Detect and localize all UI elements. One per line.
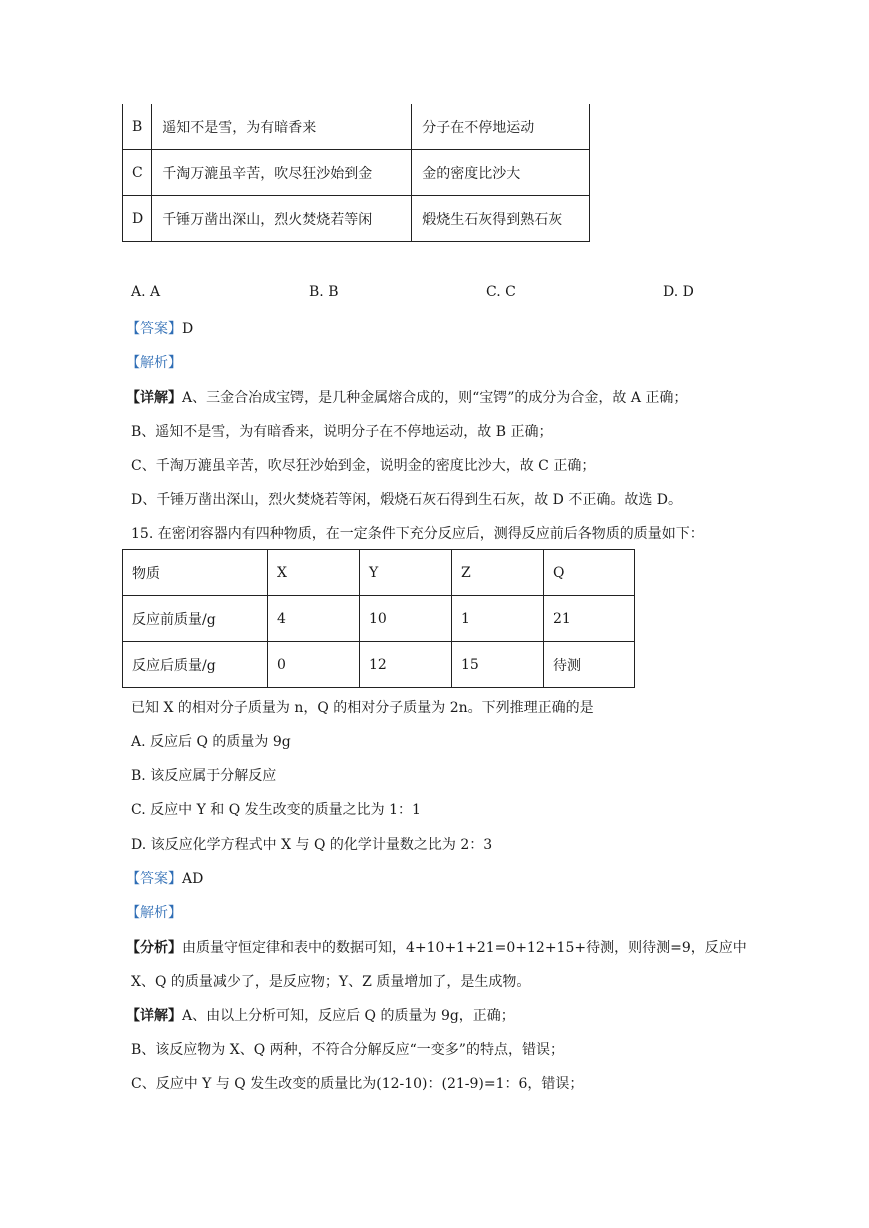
table-header-cell: Y [360,550,452,596]
answer-tag: 【答案】 [126,871,182,887]
table-cell: 12 [360,642,452,688]
q14-option-a: A. A [131,284,161,300]
explain-cell: 分子在不停地运动 [412,104,590,150]
table-cell: 4 [268,596,360,642]
table-cell: 反应前质量/g [123,596,268,642]
q15-fenxi-2: X、Q 的质量减少了，是反应物；Y、Z 质量增加了，是生成物。 [131,974,531,990]
q14-detail-2: B、遥知不是雪，为有暗香来，说明分子在不停地运动，故 B 正确； [131,424,553,440]
q14-detail-1 [126,387,687,407]
table-row [123,104,590,150]
q14-option-b: B. B [309,284,339,300]
row-label: D [123,196,152,242]
poem-cell: 千锤万凿出深山，烈火焚烧若等闲 [152,196,412,242]
q15-option-b: B. 该反应属于分解反应 [131,768,277,784]
q14-option-c: C. C [486,284,516,300]
q15-given: 已知 X 的相对分子质量为 n，Q 的相对分子质量为 2n。下列推理正确的是 [131,700,594,716]
fenxi-text: 由质量守恒定律和表中的数据可知，4+10+1+21=0+12+15+待测，则待测=9，反应中 [182,940,747,956]
table-row [123,642,635,688]
table-header-cell: 物质 [123,550,268,596]
row-label: B [123,104,152,150]
q15-option-a: A. 反应后 Q 的质量为 9g [131,734,291,750]
q15-answer [126,868,203,888]
detail-tag: 【详解】 [126,1008,182,1024]
table-row [123,150,590,196]
fenxi-tag: 【分析】 [126,940,182,956]
detail-text: A、三金合冶成宝锷，是几种金属熔合成的，则“宝锷”的成分为合金，故 A 正确； [182,390,688,406]
q15-analysis-tag: 【解析】 [126,905,182,921]
explain-cell: 金的密度比沙大 [412,150,590,196]
q15-detail-3: C、反应中 Y 与 Q 发生改变的质量比为(12-10)：(21-9)=1：6，错误； [131,1076,584,1092]
table-cell: 反应后质量/g [123,642,268,688]
answer-value: D [182,321,194,337]
table-cell: 0 [268,642,360,688]
detail-text: A、由以上分析可知，反应后 Q 的质量为 9g，正确； [182,1008,515,1024]
q15-detail-1 [126,1005,515,1025]
poem-cell: 千淘万漉虽辛苦，吹尽狂沙始到金 [152,150,412,196]
q15-option-d: D. 该反应化学方程式中 X 与 Q 的化学计量数之比为 2：3 [131,837,493,853]
table-cell: 15 [452,642,544,688]
table-row [123,196,590,242]
q14-answer [126,318,193,338]
table-header-cell: X [268,550,360,596]
q14-detail-3: C、千淘万漉虽辛苦，吹尽狂沙始到金，说明金的密度比沙大，故 C 正确； [131,458,596,474]
table-cell: 21 [544,596,635,642]
table-cell: 1 [452,596,544,642]
mass-table [122,549,635,688]
table-row [123,596,635,642]
table-row [123,550,635,596]
q15-option-c: C. 反应中 Y 和 Q 发生改变的质量之比为 1：1 [131,802,421,818]
poem-cell: 遥知不是雪，为有暗香来 [152,104,412,150]
q14-analysis-tag: 【解析】 [126,355,182,371]
q15-detail-2: B、该反应物为 X、Q 两种，不符合分解反应“一变多”的特点，错误； [131,1042,564,1058]
q14-detail-4: D、千锤万凿出深山，烈火焚烧若等闲，煅烧石灰石得到生石灰，故 D 不正确。故选 D。 [131,492,683,508]
table-header-cell: Q [544,550,635,596]
answer-tag: 【答案】 [126,321,182,337]
q15-stem: 15. 在密闭容器内有四种物质，在一定条件下充分反应后，测得反应前后各物质的质量如下： [131,526,704,542]
detail-tag: 【详解】 [126,390,182,406]
poem-table [122,104,590,242]
q14-option-d: D. D [663,284,694,300]
explain-cell: 煅烧生石灰得到熟石灰 [412,196,590,242]
table-header-cell: Z [452,550,544,596]
answer-value: AD [182,871,204,887]
table-cell: 10 [360,596,452,642]
row-label: C [123,150,152,196]
table-cell: 待测 [544,642,635,688]
q15-fenxi-1 [126,937,747,957]
